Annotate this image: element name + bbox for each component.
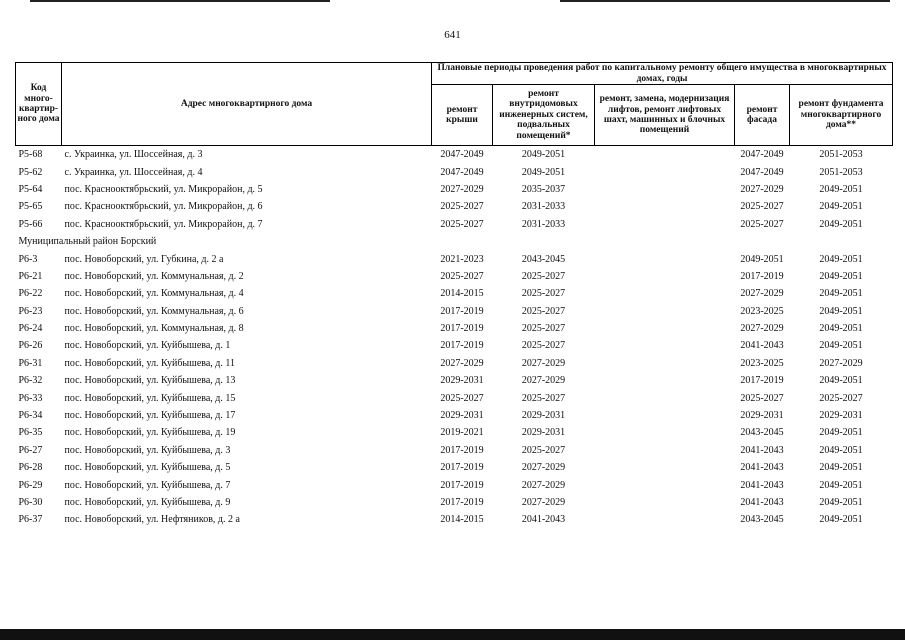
cell-facade: 2025-2027 xyxy=(740,218,784,230)
cell-engineering: 2043-2045 xyxy=(521,253,566,265)
cell-facade: 2041-2043 xyxy=(740,497,784,508)
cell-roof: 2027-2029 xyxy=(440,183,484,195)
cell-code: Р5-68 xyxy=(18,149,43,161)
cell-address: пос. Новоборский, ул. Коммунальная, д. 4 xyxy=(64,288,244,300)
cell-address: пос. Новоборский, ул. Куйбышева, д. 15 xyxy=(64,392,236,404)
header-roof: ремонт крыши xyxy=(432,85,493,146)
cell-address: с. Украинка, ул. Шоссейная, д. 4 xyxy=(64,166,203,178)
table-row xyxy=(16,320,893,337)
cell-foundation: 2049-2051 xyxy=(819,305,863,317)
cell-roof: 2027-2029 xyxy=(440,357,484,369)
cell-address: пос. Новоборский, ул. Нефтяников, д. 2 а xyxy=(64,514,240,526)
cell-code: Р6-29 xyxy=(18,479,43,491)
cell-code: Р6-32 xyxy=(18,375,43,387)
cell-elevators xyxy=(595,424,735,441)
table-row xyxy=(16,181,893,198)
cell-roof: 2017-2019 xyxy=(440,305,484,317)
bottom-bar xyxy=(0,629,905,640)
cell-roof: 2025-2027 xyxy=(440,201,484,213)
cell-code: Р6-22 xyxy=(18,288,43,300)
cell-elevators xyxy=(595,320,735,337)
cell-elevators xyxy=(595,268,735,285)
cell-foundation: 2027-2029 xyxy=(819,357,863,369)
cell-engineering: 2027-2029 xyxy=(521,462,566,474)
cell-roof: 2029-2031 xyxy=(440,375,484,387)
cell-roof: 2014-2015 xyxy=(440,514,484,526)
cell-foundation: 2051-2053 xyxy=(819,149,863,161)
cell-code: Р5-66 xyxy=(18,218,43,230)
cell-facade: 2041-2043 xyxy=(740,479,784,491)
table-row xyxy=(16,198,893,215)
cell-engineering: 2029-2031 xyxy=(521,410,566,422)
cell-foundation: 2049-2051 xyxy=(819,288,863,300)
table-row xyxy=(16,268,893,285)
cell-elevators xyxy=(595,355,735,372)
cell-roof: 2025-2027 xyxy=(440,270,484,282)
cell-roof: 2014-2015 xyxy=(440,288,484,300)
capital-repair-table xyxy=(15,62,893,529)
cell-roof: 2021-2023 xyxy=(440,253,484,265)
cell-address: пос. Новоборский, ул. Коммунальная, д. 8 xyxy=(64,323,244,335)
cell-facade: 2049-2051 xyxy=(740,253,784,265)
cell-engineering: 2025-2027 xyxy=(521,323,566,335)
section-row xyxy=(16,233,893,250)
cell-roof: 2017-2019 xyxy=(440,340,484,352)
cell-address: пос. Новоборский, ул. Губкина, д. 2 а xyxy=(64,253,224,265)
table-row xyxy=(16,407,893,424)
cell-facade: 2041-2043 xyxy=(740,444,784,456)
cell-elevators xyxy=(595,285,735,302)
cell-engineering: 2027-2029 xyxy=(521,497,566,508)
cell-address: с. Украинка, ул. Шоссейная, д. 3 xyxy=(64,149,203,161)
cell-code: Р6-28 xyxy=(18,462,43,474)
cell-elevators xyxy=(595,511,735,528)
cell-facade: 2029-2031 xyxy=(740,410,784,422)
cell-foundation: 2049-2051 xyxy=(819,201,863,213)
table-row xyxy=(16,146,893,164)
cell-elevators xyxy=(595,163,735,180)
cell-facade: 2017-2019 xyxy=(740,375,784,387)
cell-facade: 2047-2049 xyxy=(740,166,784,178)
cell-address: пос. Новоборский, ул. Куйбышева, д. 9 xyxy=(64,497,231,508)
cell-elevators xyxy=(595,181,735,198)
cell-code: Р6-23 xyxy=(18,305,43,317)
cell-code: Р6-34 xyxy=(18,410,43,422)
section-title: Муниципальный район Борский xyxy=(18,236,157,248)
table-row xyxy=(16,355,893,372)
cell-foundation: 2049-2051 xyxy=(819,323,863,335)
table-row xyxy=(16,337,893,354)
cell-address: пос. Новоборский, ул. Куйбышева, д. 3 xyxy=(64,444,231,456)
cell-engineering: 2049-2051 xyxy=(521,149,566,161)
cell-facade: 2025-2027 xyxy=(740,392,784,404)
cell-roof: 2017-2019 xyxy=(440,479,484,491)
table-row xyxy=(16,459,893,476)
cell-facade: 2025-2027 xyxy=(740,201,784,213)
cell-engineering: 2025-2027 xyxy=(521,340,566,352)
cell-code: Р5-65 xyxy=(18,201,43,213)
cell-foundation: 2049-2051 xyxy=(819,218,863,230)
cell-address: пос. Новоборский, ул. Куйбышева, д. 1 xyxy=(64,340,231,352)
cell-code: Р6-35 xyxy=(18,427,43,439)
cell-elevators xyxy=(595,337,735,354)
cell-roof: 2029-2031 xyxy=(440,410,484,422)
table-row xyxy=(16,442,893,459)
cell-engineering: 2025-2027 xyxy=(521,288,566,300)
cell-roof: 2047-2049 xyxy=(440,149,484,161)
cell-roof: 2047-2049 xyxy=(440,166,484,178)
cell-foundation: 2049-2051 xyxy=(819,497,863,508)
cell-roof: 2017-2019 xyxy=(440,444,484,456)
cell-foundation: 2029-2031 xyxy=(819,410,863,422)
table-row xyxy=(16,303,893,320)
header-engineering: ремонт внутридомовых инженерных систем, подвальных помещений* xyxy=(493,85,595,146)
header-address: Адрес многоквартирного дома xyxy=(62,63,432,146)
top-rule-right xyxy=(560,0,890,2)
cell-roof: 2025-2027 xyxy=(440,218,484,230)
table-row xyxy=(16,216,893,233)
cell-elevators xyxy=(595,198,735,215)
table-row xyxy=(16,372,893,389)
cell-code: Р6-3 xyxy=(18,253,38,265)
cell-foundation: 2049-2051 xyxy=(819,427,863,439)
cell-foundation: 2049-2051 xyxy=(819,375,863,387)
cell-elevators xyxy=(595,303,735,320)
cell-roof: 2017-2019 xyxy=(440,462,484,474)
header-foundation: ремонт фундамента многоквартирного дома** xyxy=(790,85,893,146)
cell-engineering: 2025-2027 xyxy=(521,270,566,282)
cell-address: пос. Новоборский, ул. Куйбышева, д. 7 xyxy=(64,479,231,491)
table-row xyxy=(16,511,893,528)
cell-foundation: 2049-2051 xyxy=(819,340,863,352)
cell-address: пос. Новоборский, ул. Куйбышева, д. 19 xyxy=(64,427,236,439)
cell-code: Р6-24 xyxy=(18,323,43,335)
cell-engineering: 2027-2029 xyxy=(521,479,566,491)
cell-code: Р5-64 xyxy=(18,183,43,195)
cell-elevators xyxy=(595,407,735,424)
cell-code: Р6-33 xyxy=(18,392,43,404)
cell-code: Р6-31 xyxy=(18,357,43,369)
cell-foundation: 2049-2051 xyxy=(819,479,863,491)
top-rule-left xyxy=(30,0,330,2)
cell-engineering: 2027-2029 xyxy=(521,375,566,387)
table-row xyxy=(16,250,893,267)
cell-elevators xyxy=(595,146,735,164)
table-row xyxy=(16,424,893,441)
cell-foundation: 2049-2051 xyxy=(819,253,863,265)
cell-address: пос. Краснооктябрьский, ул. Микрорайон, д. 6 xyxy=(64,201,263,213)
table-row xyxy=(16,389,893,406)
cell-roof: 2019-2021 xyxy=(440,427,484,439)
cell-address: пос. Новоборский, ул. Коммунальная, д. 2 xyxy=(64,270,244,282)
cell-roof: 2017-2019 xyxy=(440,323,484,335)
cell-address: пос. Новоборский, ул. Коммунальная, д. 6 xyxy=(64,305,244,317)
table-row xyxy=(16,285,893,302)
cell-address: пос. Новоборский, ул. Куйбышева, д. 13 xyxy=(64,375,236,387)
cell-elevators xyxy=(595,459,735,476)
cell-roof: 2017-2019 xyxy=(440,497,484,508)
cell-foundation: 2049-2051 xyxy=(819,462,863,474)
cell-engineering: 2041-2043 xyxy=(521,514,566,526)
table-row xyxy=(16,494,893,511)
table-row xyxy=(16,163,893,180)
cell-engineering: 2049-2051 xyxy=(521,166,566,178)
cell-address: пос. Новоборский, ул. Куйбышева, д. 17 xyxy=(64,410,236,422)
cell-foundation: 2049-2051 xyxy=(819,514,863,526)
cell-facade: 2041-2043 xyxy=(740,462,784,474)
cell-engineering: 2035-2037 xyxy=(521,183,566,195)
cell-elevators xyxy=(595,372,735,389)
cell-facade: 2023-2025 xyxy=(740,357,784,369)
cell-elevators xyxy=(595,494,735,511)
cell-foundation: 2025-2027 xyxy=(819,392,863,404)
cell-code: Р6-21 xyxy=(18,270,43,282)
cell-address: пос. Краснооктябрьский, ул. Микрорайон, д. 5 xyxy=(64,183,263,195)
cell-facade: 2027-2029 xyxy=(740,183,784,195)
cell-facade: 2043-2045 xyxy=(740,427,784,439)
cell-engineering: 2031-2033 xyxy=(521,218,566,230)
cell-engineering: 2027-2029 xyxy=(521,357,566,369)
cell-code: Р6-37 xyxy=(18,514,43,526)
cell-address: пос. Новоборский, ул. Куйбышева, д. 11 xyxy=(64,357,236,369)
cell-roof: 2025-2027 xyxy=(440,392,484,404)
cell-engineering: 2029-2031 xyxy=(521,427,566,439)
header-periods: Плановые периоды проведения работ по капитальному ремонту общего имущества в многоквартирных домах, годы xyxy=(432,63,893,85)
cell-elevators xyxy=(595,216,735,233)
cell-facade: 2043-2045 xyxy=(740,514,784,526)
header-elevators: ремонт, замена, модернизация лифтов, ремонт лифтовых шахт, машинных и блочных помещений xyxy=(595,85,735,146)
cell-elevators xyxy=(595,442,735,459)
cell-foundation: 2049-2051 xyxy=(819,270,863,282)
header-facade: ремонт фасада xyxy=(735,85,790,146)
cell-code: Р6-27 xyxy=(18,444,43,456)
table-row xyxy=(16,476,893,493)
cell-address: пос. Краснооктябрьский, ул. Микрорайон, д. 7 xyxy=(64,218,263,230)
cell-facade: 2047-2049 xyxy=(740,149,784,161)
cell-foundation: 2049-2051 xyxy=(819,444,863,456)
cell-foundation: 2051-2053 xyxy=(819,166,863,178)
cell-elevators xyxy=(595,250,735,267)
cell-facade: 2027-2029 xyxy=(740,323,784,335)
cell-engineering: 2025-2027 xyxy=(521,305,566,317)
cell-facade: 2017-2019 xyxy=(740,270,784,282)
cell-foundation: 2049-2051 xyxy=(819,183,863,195)
cell-engineering: 2025-2027 xyxy=(521,444,566,456)
header-code: Код много-квартир-ного дома xyxy=(16,63,62,146)
cell-facade: 2023-2025 xyxy=(740,305,784,317)
cell-elevators xyxy=(595,389,735,406)
cell-facade: 2041-2043 xyxy=(740,340,784,352)
cell-code: Р6-26 xyxy=(18,340,43,352)
cell-code: Р6-30 xyxy=(18,497,43,508)
page-number: 641 xyxy=(444,29,461,41)
cell-address: пос. Новоборский, ул. Куйбышева, д. 5 xyxy=(64,462,231,474)
cell-engineering: 2031-2033 xyxy=(521,201,566,213)
cell-elevators xyxy=(595,476,735,493)
cell-engineering: 2025-2027 xyxy=(521,392,566,404)
cell-facade: 2027-2029 xyxy=(740,288,784,300)
cell-code: Р5-62 xyxy=(18,166,43,178)
